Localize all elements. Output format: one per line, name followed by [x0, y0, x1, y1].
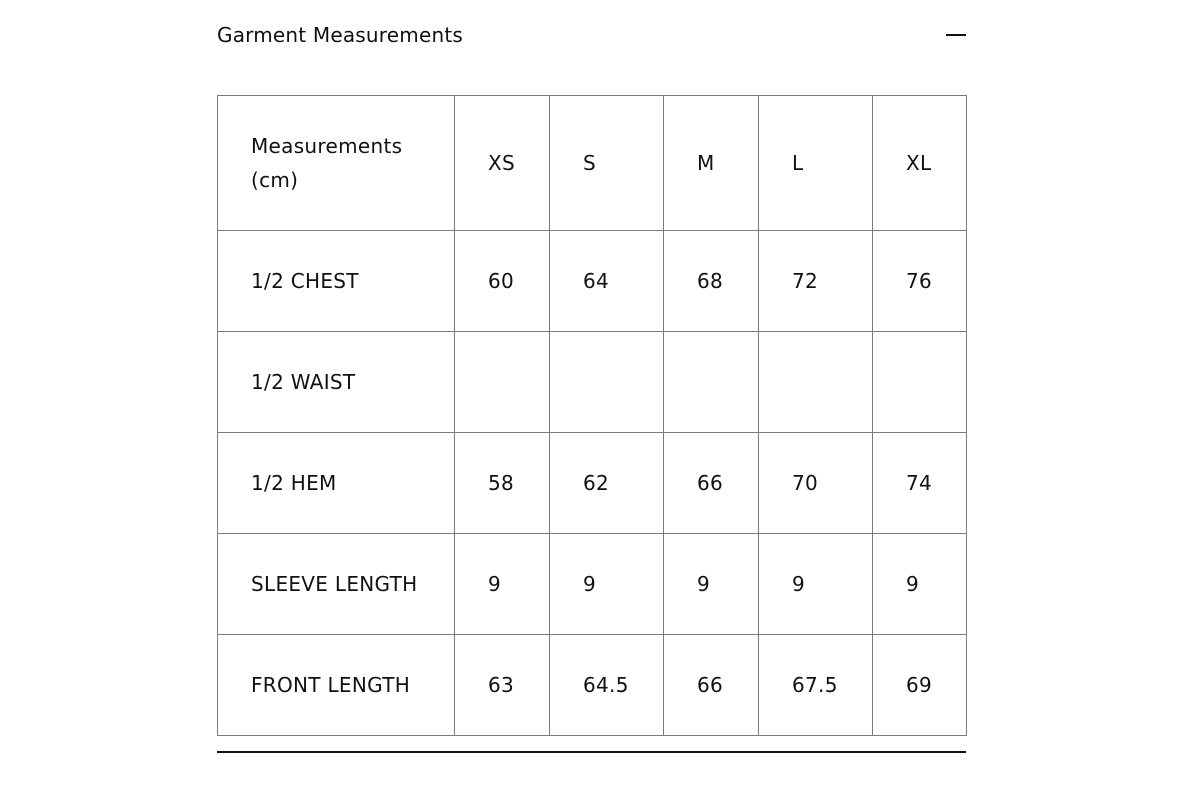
table-cell	[759, 332, 873, 433]
table-cell: 67.5	[759, 635, 873, 736]
row-label: 1/2 WAIST	[218, 332, 455, 433]
table-cell: 62	[550, 433, 664, 534]
table-cell: 9	[664, 534, 759, 635]
table-row	[218, 433, 967, 534]
row-label: FRONT LENGTH	[218, 635, 455, 736]
row-label: 1/2 HEM	[218, 433, 455, 534]
row-label: SLEEVE LENGTH	[218, 534, 455, 635]
column-header-size: L	[759, 96, 873, 231]
accordion-header[interactable]	[217, 18, 966, 52]
table-row	[218, 332, 967, 433]
table-cell: 66	[664, 433, 759, 534]
table-row	[218, 231, 967, 332]
table-header-row	[218, 96, 967, 231]
table-cell: 66	[664, 635, 759, 736]
column-header-size: XL	[873, 96, 967, 231]
table-cell: 74	[873, 433, 967, 534]
table-cell: 9	[455, 534, 550, 635]
measurements-label: Measurements	[251, 134, 403, 158]
unit-label: (cm)	[251, 168, 299, 192]
table-cell	[873, 332, 967, 433]
table-cell: 72	[759, 231, 873, 332]
table-row	[218, 534, 967, 635]
table-cell	[550, 332, 664, 433]
column-header-measurements	[218, 96, 455, 231]
table-row	[218, 635, 967, 736]
table-cell: 68	[664, 231, 759, 332]
table-cell: 60	[455, 231, 550, 332]
minus-icon[interactable]	[944, 24, 966, 46]
table-cell: 69	[873, 635, 967, 736]
table-cell: 9	[873, 534, 967, 635]
table-cell: 63	[455, 635, 550, 736]
table-cell: 58	[455, 433, 550, 534]
minus-icon-bar	[946, 34, 966, 36]
column-header-size: S	[550, 96, 664, 231]
table-cell	[455, 332, 550, 433]
table-cell: 70	[759, 433, 873, 534]
size-chart-table	[217, 95, 967, 736]
column-header-size: M	[664, 96, 759, 231]
table-cell: 9	[550, 534, 664, 635]
table-cell: 9	[759, 534, 873, 635]
table-cell: 76	[873, 231, 967, 332]
table-cell: 64	[550, 231, 664, 332]
table-cell: 64.5	[550, 635, 664, 736]
table-cell	[664, 332, 759, 433]
column-header-size: XS	[455, 96, 550, 231]
accordion-title: Garment Measurements	[217, 23, 464, 47]
row-label: 1/2 CHEST	[218, 231, 455, 332]
section-divider	[217, 751, 966, 753]
